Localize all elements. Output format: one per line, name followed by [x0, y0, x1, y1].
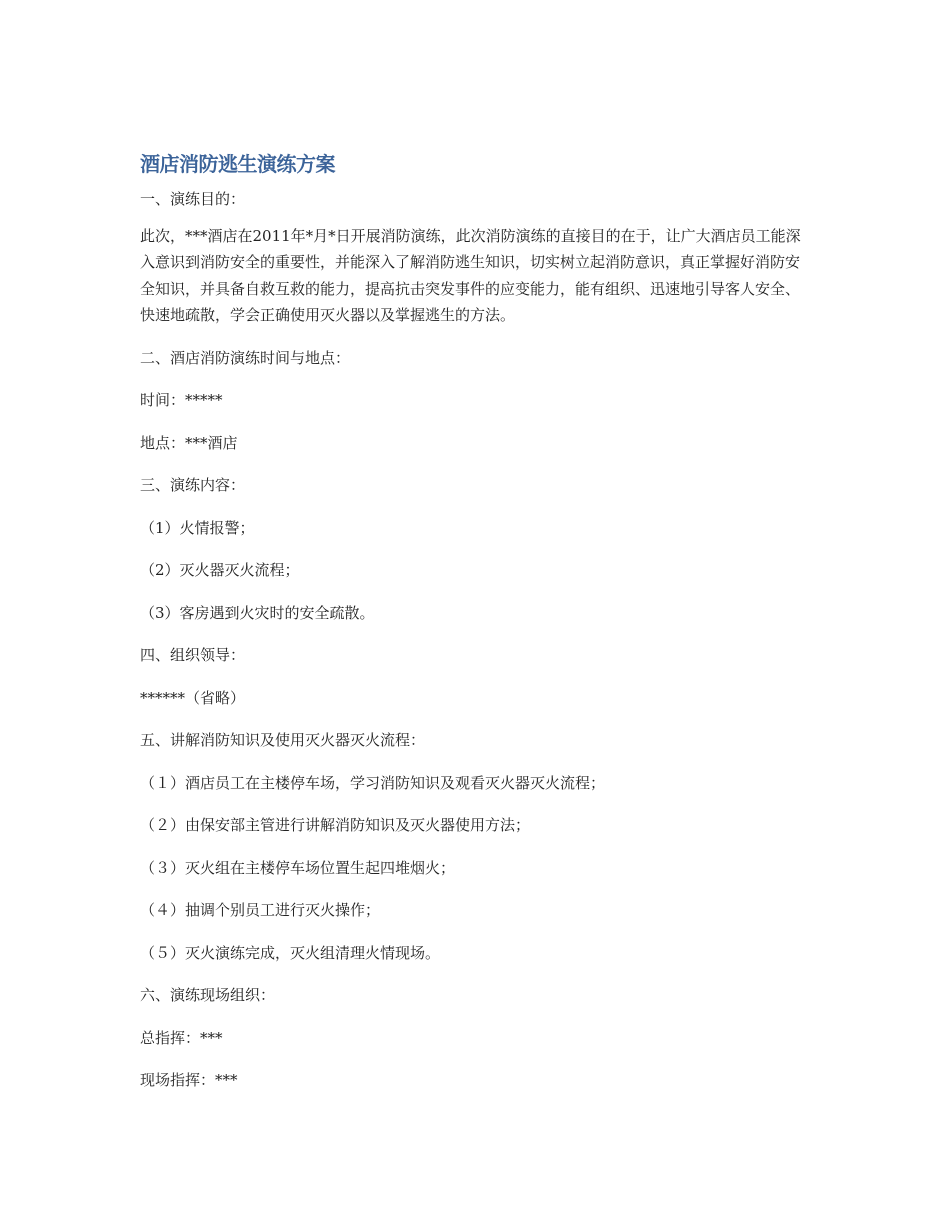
commander-line: 总指挥：***: [140, 1028, 223, 1047]
site-commander-line: 现场指挥：***: [140, 1071, 238, 1089]
document-title: 酒店消防逃生演练方案: [140, 152, 335, 176]
section-heading-content: 三、演练内容：: [140, 476, 246, 494]
section-heading-training: 五、讲解消防知识及使用灭火器灭火流程：: [140, 731, 426, 749]
purpose-paragraph: 此次，***酒店在2011年*月*日开展消防演练，此次消防演练的直接目的在于，让广大酒店员工能深入意识到消防安全的重要性，并能深入了解消防逃生知识，切实树立起消防意识，真正掌握好消防安全知识，并具备自救互救的能力，提高抗击突发事件的应变能力，能有组织、迅速地引导客人安全、快速地疏散，学会正确使用灭火器以及掌握逃生的方法。: [140, 226, 801, 324]
place-line: 地点：***酒店: [140, 433, 238, 452]
training-step: （５）灭火演练完成，灭火组清理火情现场。: [140, 943, 441, 962]
training-step: （２）由保安部主管进行讲解消防知识及灭火器使用方法；: [140, 816, 531, 834]
content-item: （2）灭火器灭火流程；: [140, 561, 300, 579]
content-item: （1）火情报警；: [140, 518, 255, 537]
time-line: 时间：*****: [140, 391, 223, 409]
document-page: [140, 150, 812, 1110]
section-heading-purpose: 一、演练目的：: [140, 190, 246, 208]
leadership-line: ******（省略）: [140, 688, 246, 707]
section-heading-time-place: 二、酒店消防演练时间与地点：: [140, 348, 351, 367]
section-heading-organization: 六、演练现场组织：: [140, 986, 276, 1004]
training-step: （１）酒店员工在主楼停车场，学习消防知识及观看灭火器灭火流程；: [140, 773, 606, 792]
section-heading-leadership: 四、组织领导：: [140, 646, 246, 664]
training-step: （３）灭火组在主楼停车场位置生起四堆烟火；: [140, 858, 456, 877]
content-item: （3）客房遇到火灾时的安全疏散。: [140, 603, 375, 622]
training-step: （４）抽调个别员工进行灭火操作；: [140, 901, 381, 919]
